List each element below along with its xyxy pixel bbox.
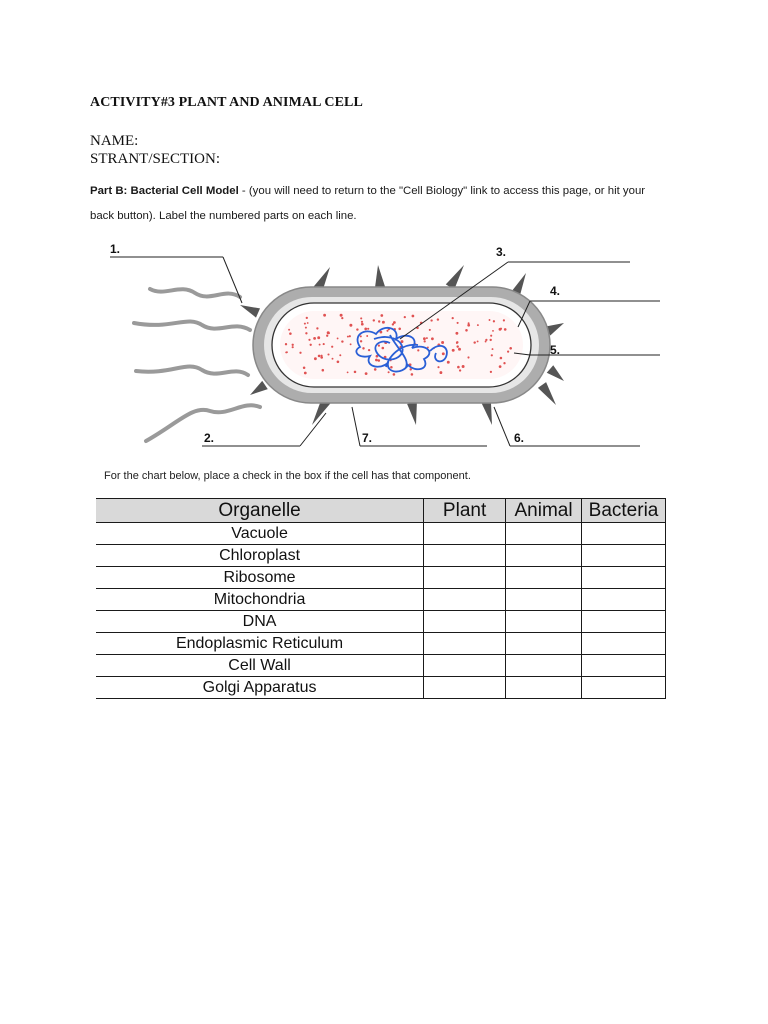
check-box-plant[interactable] [424, 589, 506, 611]
table-row [96, 655, 666, 677]
ribosome-dot [380, 314, 383, 317]
check-box-animal[interactable] [506, 523, 582, 545]
organelle-checklist-table [96, 498, 666, 699]
ribosome-dot [503, 319, 505, 321]
ribosome-dot [321, 355, 323, 357]
ribosome-dot [323, 314, 326, 317]
table-row [96, 611, 666, 633]
ribosome-dot [360, 335, 362, 337]
ribosome-dot [326, 335, 328, 337]
label-4: 4. [550, 284, 561, 298]
ribosome-dot [347, 336, 349, 338]
header-bacteria: Bacteria [582, 499, 666, 523]
ribosome-dot [299, 352, 301, 354]
ribosome-dot [350, 343, 352, 345]
ribosome-dot [317, 336, 320, 339]
ribosome-dot [361, 323, 364, 326]
ribosome-dot [490, 371, 492, 373]
name-field-label: NAME: [90, 133, 139, 149]
check-box-plant[interactable] [424, 655, 506, 677]
ribosome-dot [339, 354, 341, 356]
ribosome-dot [365, 372, 368, 375]
ribosome-dot [374, 368, 377, 371]
ribosome-dot [465, 329, 468, 332]
ribosome-dot [423, 337, 426, 340]
check-box-bacteria[interactable] [582, 677, 666, 699]
ribosome-dot [504, 328, 507, 331]
ribosome-dot [316, 327, 318, 329]
flagella [134, 289, 260, 441]
check-box-bacteria[interactable] [582, 567, 666, 589]
label-7: 7. [362, 431, 373, 445]
ribosome-dot [305, 327, 307, 329]
ribosome-dot [490, 335, 492, 337]
table-row [96, 523, 666, 545]
ribosome-dot [477, 340, 479, 342]
check-box-animal[interactable] [506, 633, 582, 655]
ribosome-dot [307, 322, 309, 324]
ribosome-dot [398, 328, 401, 331]
ribosome-dot [417, 349, 419, 351]
label-1: 1. [110, 242, 121, 256]
bacterial-cell-diagram [90, 235, 680, 460]
ribosome-dot [456, 342, 458, 344]
ribosome-dot [366, 335, 368, 337]
ribosome-dot [313, 337, 316, 340]
ribosome-dot [452, 349, 455, 352]
activity-title: ACTIVITY#3 PLANT AND ANIMAL CELL [90, 95, 363, 110]
ribosome-dot [499, 365, 502, 368]
ribosome-dot [458, 348, 461, 351]
ribosome-dot [304, 323, 306, 325]
ribosome-dot [337, 360, 340, 363]
pilus-spike [375, 265, 385, 287]
organelle-name: Mitochondria [96, 589, 424, 611]
label-5: 5. [550, 343, 561, 357]
ribosome-dot [386, 330, 388, 332]
ribosome-dot [459, 369, 461, 371]
ribosome-dot [493, 320, 495, 322]
ribosome-dot [456, 345, 458, 347]
ribosome-dot [507, 351, 509, 353]
ribosome-dot [437, 318, 439, 320]
ribosome-dot [489, 319, 491, 321]
organelle-name: DNA [96, 611, 424, 633]
ribosome-dot [349, 324, 352, 327]
flagellum-3 [136, 366, 248, 375]
check-box-plant[interactable] [424, 545, 506, 567]
table-row [96, 589, 666, 611]
flagellum-1 [150, 289, 240, 297]
part-b-text: - (you will need to return to the "Cell Biology" link to access this page, or hit your back button). Label the numbered parts on each line. [90, 185, 646, 222]
organelle-name: Ribosome [96, 567, 424, 589]
pilus-spike [446, 265, 464, 290]
check-box-animal[interactable] [506, 589, 582, 611]
ribosome-dot [457, 322, 459, 324]
header-organelle: Organelle [96, 499, 424, 523]
ribosome-dot [362, 347, 364, 349]
check-box-plant[interactable] [424, 523, 506, 545]
label-6: 6. [514, 431, 525, 445]
table-row [96, 545, 666, 567]
ribosome-dot [323, 343, 325, 345]
ribosome-dot [322, 369, 325, 372]
ribosome-dot [442, 352, 445, 355]
ribosome-dot [412, 315, 415, 318]
pilus-spike [538, 382, 556, 405]
check-box-plant[interactable] [424, 677, 506, 699]
ribosome-dot [367, 328, 369, 330]
label-3: 3. [496, 245, 507, 259]
ribosome-dot [426, 337, 428, 339]
pilus-spike [547, 365, 564, 381]
ribosome-dot [331, 346, 333, 348]
header-plant: Plant [424, 499, 506, 523]
ribosome-dot [327, 353, 329, 355]
ribosome-dot [500, 328, 502, 330]
ribosome-dot [340, 314, 343, 317]
flagellum-4 [146, 405, 260, 441]
organelle-name: Endoplasmic Reticulum [96, 633, 424, 655]
ribosome-dot [332, 358, 334, 360]
ribosome-dot [354, 371, 357, 374]
check-box-animal[interactable] [506, 545, 582, 567]
ribosome-dot [411, 373, 414, 376]
ribosome-dot [305, 332, 307, 334]
check-box-bacteria[interactable] [582, 611, 666, 633]
ribosome-dot [356, 328, 358, 330]
ribosome-dot [393, 373, 396, 376]
ribosome-dot [452, 317, 454, 319]
ribosome-dot [467, 324, 470, 327]
header-animal: Animal [506, 499, 582, 523]
table-row [96, 633, 666, 655]
ribosome-dot [360, 317, 362, 319]
ribosome-dot [439, 371, 442, 374]
ribosome-dot [485, 339, 487, 341]
ribosome-dot [429, 329, 431, 331]
part-b-instructions [90, 179, 670, 229]
ribosome-dot [390, 366, 393, 369]
chart-instructions: For the chart below, place a check in the box if the cell has that component. [104, 470, 471, 482]
ribosome-dot [347, 372, 349, 374]
check-box-bacteria[interactable] [582, 523, 666, 545]
ribosome-dot [310, 344, 312, 346]
label-2: 2. [204, 431, 215, 445]
ribosome-dot [327, 331, 330, 334]
ribosome-dot [457, 366, 460, 369]
check-box-bacteria[interactable] [582, 655, 666, 677]
pilus-spike [407, 402, 417, 425]
ribosome-dot [318, 355, 321, 358]
ribosome-dot [378, 345, 380, 347]
ribosome-dot [467, 356, 469, 358]
ribosome-dot [382, 321, 385, 324]
ribosome-dot [509, 347, 512, 350]
organelle-name: Vacuole [96, 523, 424, 545]
ribosome-dot [368, 349, 370, 351]
check-box-animal[interactable] [506, 567, 582, 589]
ribosome-dot [404, 316, 406, 318]
check-box-bacteria[interactable] [582, 589, 666, 611]
table-body [96, 523, 666, 699]
organelle-name: Cell Wall [96, 655, 424, 677]
ribosome-dot [349, 335, 351, 337]
ribosome-dot [473, 341, 475, 343]
organelle-name: Chloroplast [96, 545, 424, 567]
check-box-bacteria[interactable] [582, 633, 666, 655]
check-box-animal[interactable] [506, 677, 582, 699]
ribosome-dot [289, 332, 292, 335]
ribosome-dot [292, 344, 294, 346]
check-box-plant[interactable] [424, 567, 506, 589]
ribosome-dot [441, 341, 444, 344]
ribosome-dot [455, 332, 458, 335]
ribosome-dot [341, 317, 343, 319]
ribosome-dot [292, 346, 294, 348]
ribosome-dot [382, 347, 385, 350]
ribosome-dot [424, 340, 426, 342]
ribosome-dot [492, 330, 494, 332]
ribosome-dot [308, 339, 310, 341]
check-box-animal[interactable] [506, 655, 582, 677]
ribosome-dot [288, 329, 290, 331]
organelle-name: Golgi Apparatus [96, 677, 424, 699]
ribosome-dot [341, 340, 343, 342]
ribosome-dot [503, 362, 505, 364]
check-box-bacteria[interactable] [582, 545, 666, 567]
ribosome-dot [314, 357, 317, 360]
ribosome-dot [303, 366, 306, 369]
ribosome-dot [306, 317, 308, 319]
ribosome-dot [373, 319, 375, 321]
ribosome-dot [364, 328, 367, 331]
ribosome-dot [378, 359, 381, 362]
ribosome-dot [360, 340, 362, 342]
ribosome-dot [378, 320, 380, 322]
ribosome-dot [286, 351, 288, 353]
ribosome-dot [388, 371, 390, 373]
ribosome-dot [361, 321, 363, 323]
pilus-spike [240, 305, 260, 318]
ribosome-dot [337, 337, 339, 339]
table-header-row [96, 499, 666, 523]
ribosome-dot [500, 357, 503, 360]
ribosome-dot [490, 339, 492, 341]
check-box-plant[interactable] [424, 611, 506, 633]
ribosome-dot [477, 324, 479, 326]
ribosome-dot [492, 348, 494, 350]
ribosome-dot [375, 359, 378, 362]
pilus-spike [250, 381, 268, 395]
ribosome-dot [319, 344, 321, 346]
ribosome-dot [462, 365, 465, 368]
ribosome-dot [285, 343, 287, 345]
table-row [96, 677, 666, 699]
ribosome-dot [392, 323, 394, 325]
check-box-animal[interactable] [506, 611, 582, 633]
check-box-plant[interactable] [424, 633, 506, 655]
flagellum-2 [134, 321, 250, 330]
ribosome-dot [430, 319, 432, 321]
ribosome-dot [447, 361, 450, 364]
ribosome-dot [431, 337, 434, 340]
part-b-heading: Part B: Bacterial Cell Model [90, 185, 239, 197]
ribosome-dot [491, 354, 493, 356]
ribosome-dot [437, 366, 439, 368]
section-field-label: STRANT/SECTION: [90, 151, 221, 167]
table-row [96, 567, 666, 589]
ribosome-dot [304, 372, 307, 375]
